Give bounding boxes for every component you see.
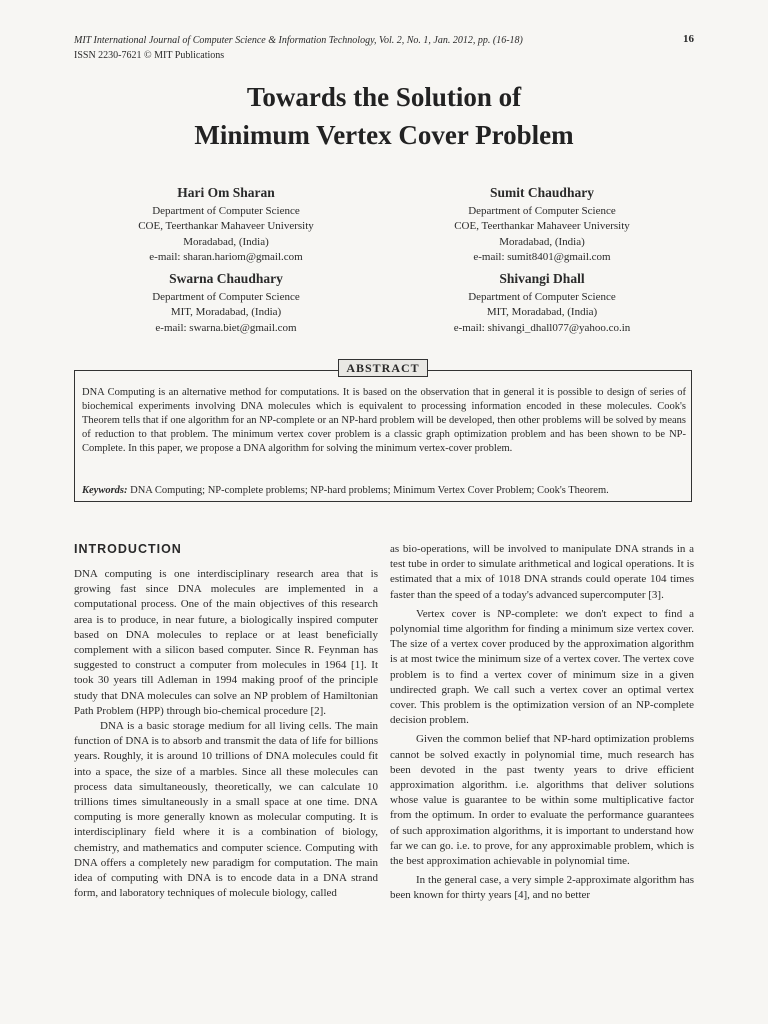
author-block — [66, 185, 386, 266]
keywords-text: DNA Computing; NP-complete problems; NP-hard problems; Minimum Vertex Cover Problem; Cook's Theorem. — [130, 485, 609, 496]
paragraph: Given the common belief that NP-hard optimization problems cannot be solved exactly in polynomial time, much research has been devoted in the past twenty years to drive efficient approximation algorithm. i.e. algorithms that deliver solutions whose value is guarantee to be within some multiplicative factor from the optimum. In order to evaluate the performance guarantees of such approximation algorithms, it is important to understand how far we can go. i.e. to prove, for any approximable problem, which is the best approximation achievable in polynomial time. — [390, 733, 694, 868]
keywords-line — [82, 484, 686, 498]
author-location: MIT, Moradabad, (India) — [170, 306, 282, 318]
paragraph: Vertex cover is NP-complete: we don't expect to find a polynomial time algorithm for finding a minimum size vertex cover. The size of a vertex cover produced by the approximation algorithm is at most twice the minimum size of a vertex cover. The vertex cove problem is to find a vertex cover of minimum size in a given undirected graph. We call such a vertex cover an optimal vertex cover. This problem is the optimization version of an NP-complete decision problem. — [390, 607, 694, 727]
author-name: Hari Om Sharan — [177, 185, 275, 200]
author-affiliation: Department of Computer Science — [468, 290, 616, 303]
author-affiliation: Department of Computer Science — [152, 290, 300, 303]
author-email: e-mail: sharan.hariom@gmail.com — [149, 251, 303, 263]
paragraph: DNA is a basic storage medium for all living cells. The main function of DNA is to absorb and transmit the data of life for billions years. Roughly, it is around 10 trillions of DNA molecules could fit into a space, the size of a marbles. Since all these molecules can process data simultaneously, theoretically, we can calculate 10 trillions times simultaneously in a small space at one time. DNA computing is more generally known as molecular computing. It is interdisciplinary field where it is a combination of biology, chemistry, and mathematics and computer science. Computing with DNA offers a completely new paradigm for computation. The main idea of computing with DNA is to encode data in a DNA strand form, and laboratory techniques of molecule biology, called — [74, 720, 378, 900]
author-email: e-mail: sumit8401@gmail.com — [473, 251, 611, 263]
author-affiliation: COE, Teerthankar Mahaveer University — [138, 220, 314, 232]
author-block — [382, 185, 702, 266]
author-location: MIT, Moradabad, (India) — [486, 306, 598, 318]
author-affiliation: Department of Computer Science — [468, 204, 616, 217]
running-header — [74, 33, 523, 63]
author-name: Swarna Chaudhary — [169, 271, 283, 286]
author-affiliation: COE, Teerthankar Mahaveer University — [454, 220, 630, 232]
author-email: e-mail: swarna.biet@gmail.com — [155, 321, 297, 334]
page-number: 16 — [683, 33, 694, 45]
author-block — [66, 271, 386, 336]
author-name: Sumit Chaudhary — [490, 185, 594, 200]
author-name: Shivangi Dhall — [499, 271, 585, 286]
author-affiliation: Department of Computer Science — [152, 204, 300, 217]
abstract-label: ABSTRACT — [338, 359, 428, 377]
paragraph: In the general case, a very simple 2-approximate algorithm has been known for thirty years [4], and no better — [390, 874, 694, 902]
right-column — [390, 542, 694, 904]
author-block — [382, 271, 702, 336]
keywords-label: Keywords: — [82, 485, 128, 496]
paragraph: DNA computing is one interdisciplinary research area that is growing fast since DNA molecules are implemented in a computational process. One of the main objectives of this research area is to produce, in near future, a biologically inspired computer based on DNA molecules to replace or at least beneficially complement with a silicon based computer. Since R. Feynman has suggested to construct a computer from molecules in 1964 [1]. It took 30 years till Adleman in 1994 making proof of the principle study that DNA molecules can solve an NP problem of Hamiltonian Path Problem (HPP) through bio-chemical procedure [2]. — [74, 568, 378, 717]
author-location: Moradabad, (India) — [499, 235, 585, 248]
title-line-2: Minimum Vertex Cover Problem — [194, 120, 574, 150]
section-heading: INTRODUCTION — [74, 542, 182, 556]
issn-line: ISSN 2230-7621 © MIT Publications — [74, 50, 225, 61]
left-column — [74, 567, 378, 901]
abstract-text: DNA Computing is an alternative method for computations. It is based on the observation that in general it is possible to design of series of biochemical experiments involving DNA molecules which is equivalent to processing information encoded in these molecules. Cook's Theorem tells that if one algorithm for an NP-complete or an NP-hard problem will be developed, then other problems will be solved by means of reduction to that problem. The minimum vertex cover problem is a classic graph optimization problem and has been shown to be NP-Complete. In this paper, we propose a DNA algorithm for solving the minimum vertex-cover problem. — [82, 387, 686, 454]
paper-title — [0, 78, 768, 154]
journal-citation: MIT International Journal of Computer Science & Information Technology, Vol. 2, No. 1, Jan. 2012, pp. (16-18) — [74, 35, 523, 46]
author-location: Moradabad, (India) — [183, 235, 269, 248]
paragraph: as bio-operations, will be involved to manipulate DNA strands in a test tube in order to simulate arithmetical and logical operations. It is estimated that a mix of 1018 DNA strands could operate 104 times faster than the speed of a today's advanced supercomputer [3]. — [390, 543, 694, 601]
title-line-1: Towards the Solution of — [246, 82, 522, 112]
author-email: e-mail: shivangi_dhall077@yahoo.co.in — [453, 321, 631, 334]
